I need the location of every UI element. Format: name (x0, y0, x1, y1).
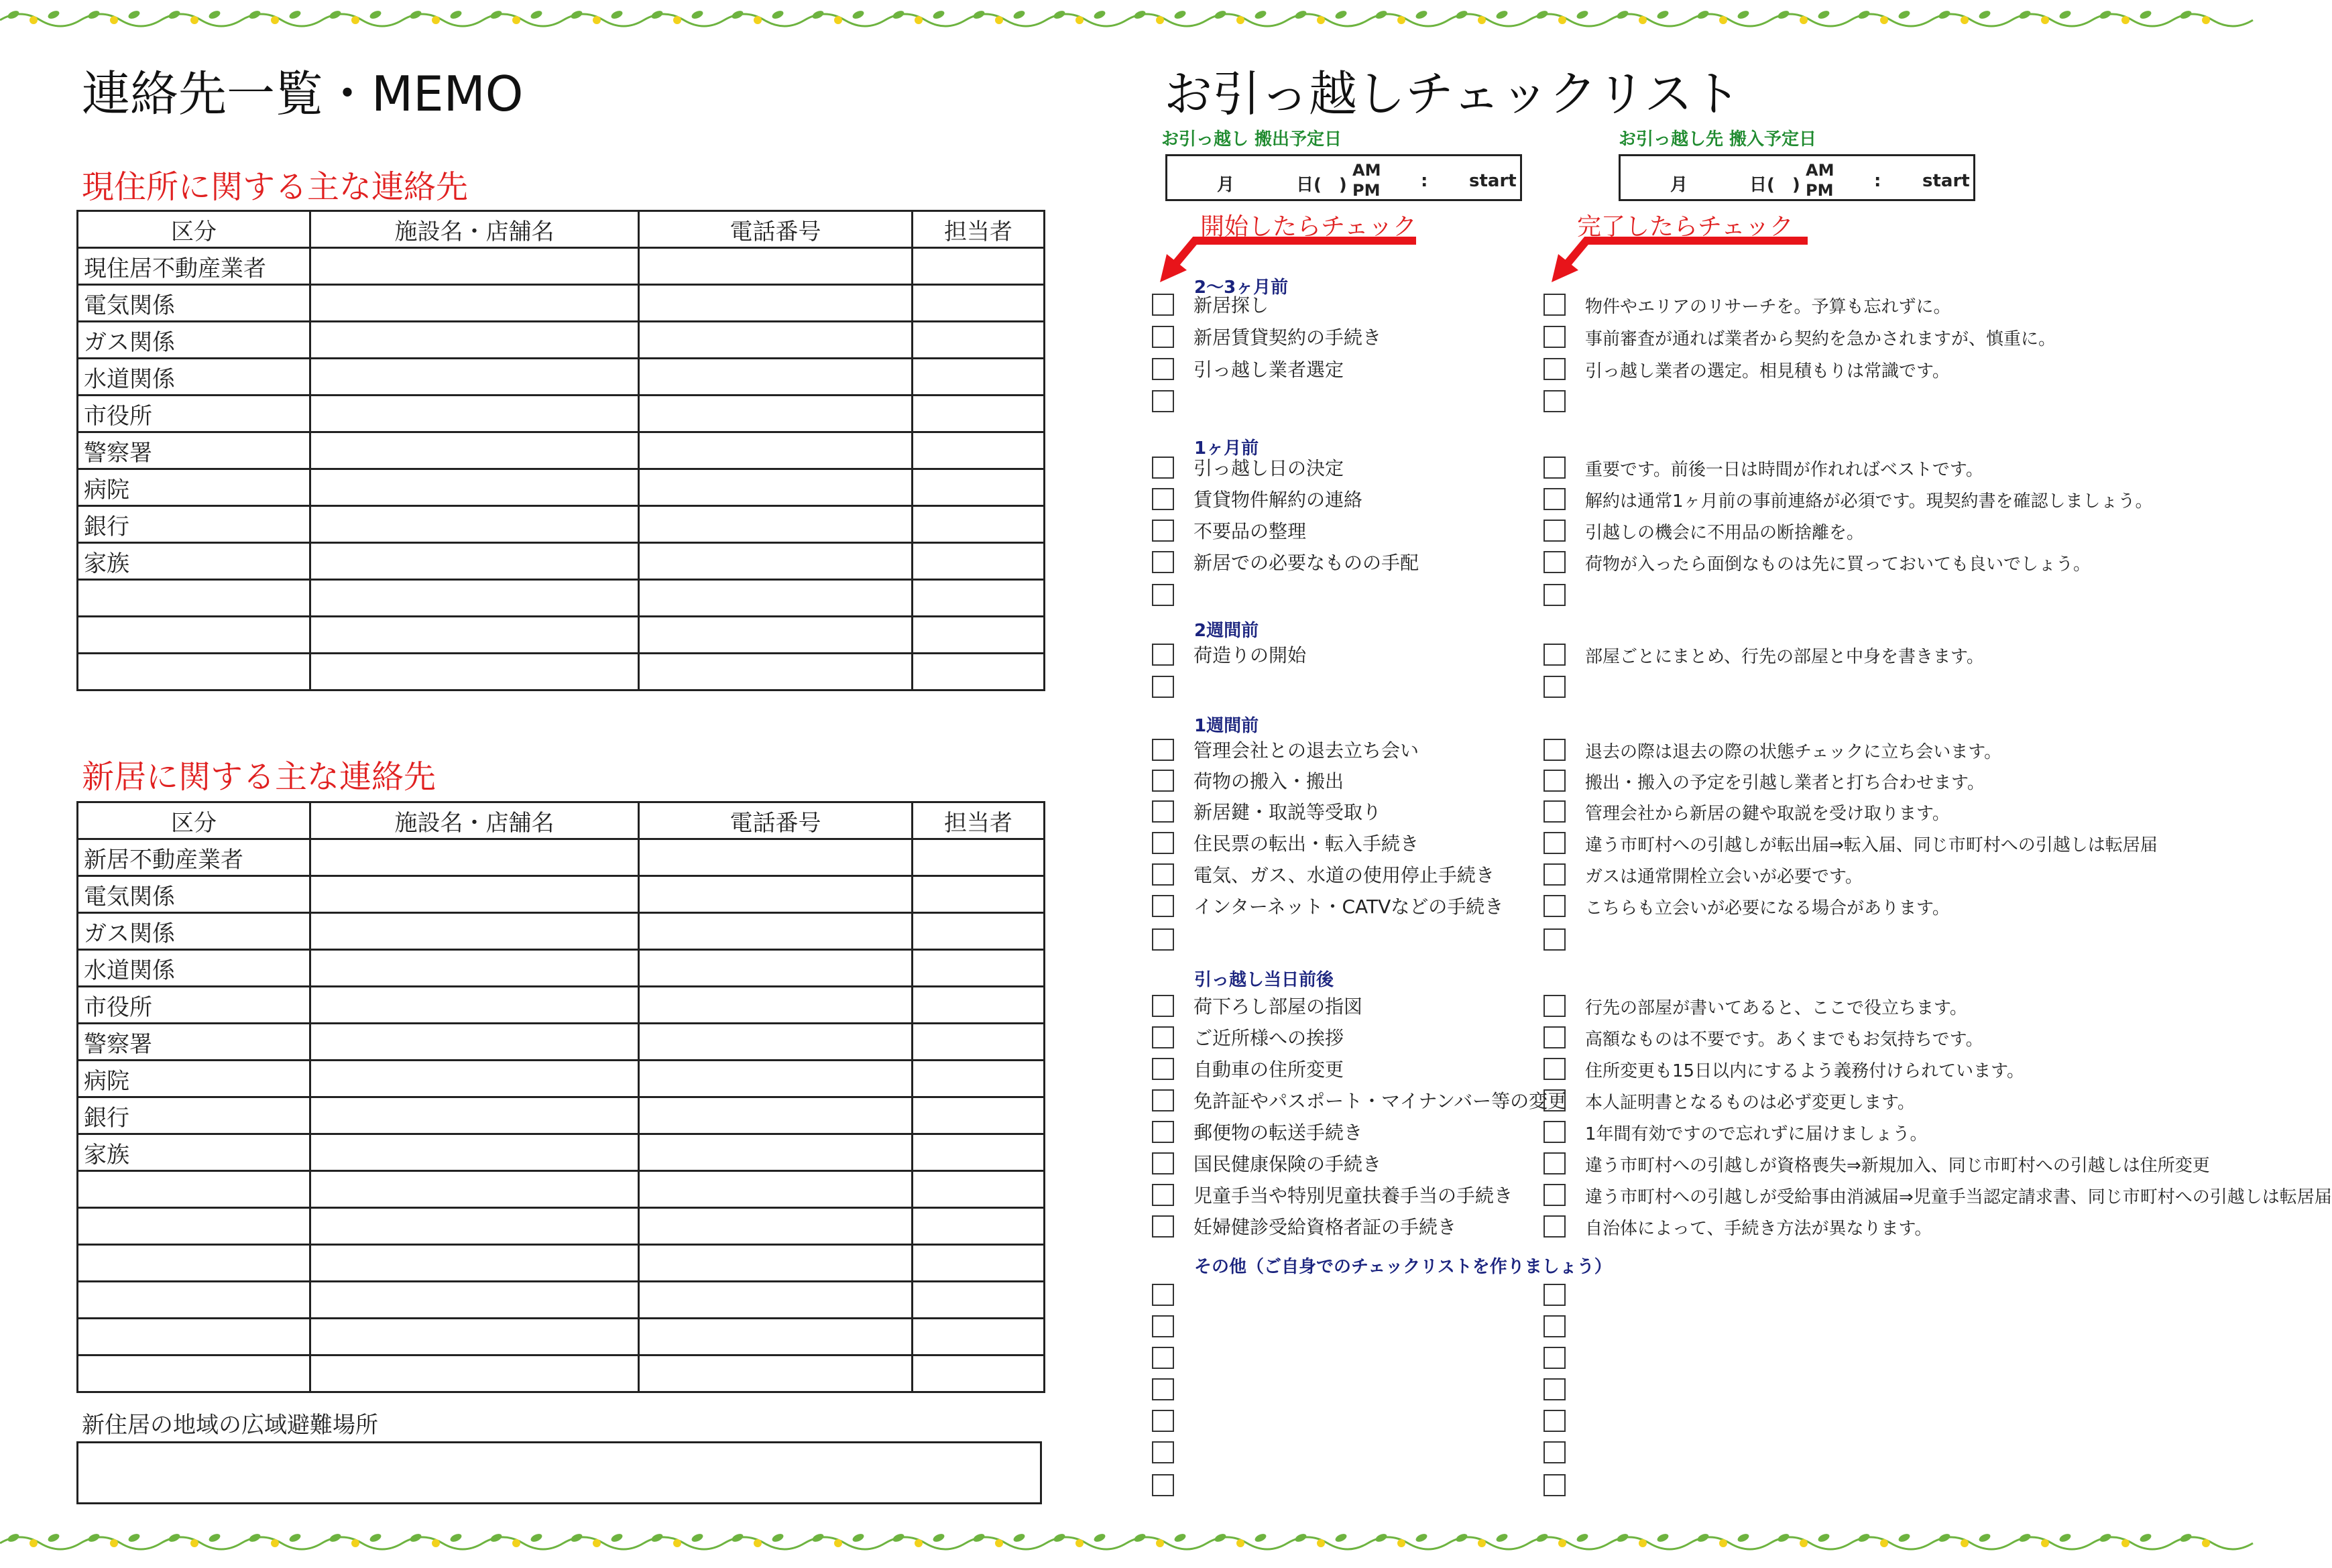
phone-cell[interactable] (639, 506, 913, 543)
done-checkbox[interactable] (1543, 1184, 1566, 1206)
table-row (78, 654, 1045, 690)
task-note: 退去の際は退去の際の状態チェックに立ち会います。 (1585, 742, 2002, 762)
category-cell[interactable]: 水道関係 (78, 359, 310, 396)
start-checkbox[interactable] (1152, 1058, 1174, 1080)
done-checkbox[interactable] (1543, 995, 1566, 1017)
table-row (78, 1171, 1045, 1208)
task-label: 荷下ろし部屋の指図 (1193, 996, 1363, 1018)
table-row (78, 432, 1045, 469)
task-note: 引越しの機会に不用品の断捨離を。 (1585, 523, 1865, 543)
person-cell[interactable] (913, 617, 1045, 654)
task-note: 事前審査が通れば業者から契約を急かされますが、慎重に。 (1585, 329, 2056, 349)
category-cell[interactable]: ガス関係 (78, 322, 310, 359)
phone-cell[interactable] (639, 1245, 913, 1282)
category-cell[interactable]: 警察署 (78, 1024, 310, 1061)
month-unit: 月 (1670, 175, 1688, 195)
person-cell[interactable] (913, 432, 1045, 469)
done-checkbox[interactable] (1543, 1152, 1566, 1174)
facility-cell[interactable] (310, 396, 639, 432)
task-note: 解約は通常1ヶ月前の事前連絡が必須です。現契約書を確認しましょう。 (1585, 491, 2153, 511)
task-note: 住所変更も15日以内にするよう義務付けられています。 (1585, 1061, 2025, 1081)
phone-cell[interactable] (639, 543, 913, 580)
contacts-page-title: 連絡先一覧・MEMO (82, 66, 524, 122)
day-unit: 日( ) (1296, 175, 1347, 195)
done-checkbox[interactable] (1543, 1121, 1566, 1143)
start-checkbox[interactable] (1152, 358, 1174, 380)
person-cell[interactable] (913, 543, 1045, 580)
start-checkbox[interactable] (1152, 1284, 1174, 1306)
phone-cell[interactable] (639, 580, 913, 617)
facility-cell[interactable] (310, 359, 639, 396)
move-in-date-label: お引っ越し先 搬入予定日 (1619, 129, 1817, 149)
start-checkbox[interactable] (1152, 770, 1174, 792)
done-checkbox[interactable] (1543, 676, 1566, 698)
start-checkbox[interactable] (1152, 1152, 1174, 1174)
phone-cell[interactable] (639, 1061, 913, 1097)
table-row (78, 543, 1045, 580)
facility-cell[interactable] (310, 285, 639, 322)
am-label: AM (1806, 161, 1834, 180)
task-note: 違う市町村への引越しが資格喪失⇒新規加入、同じ市町村への引越しは住所変更 (1585, 1156, 2210, 1176)
task-label: 荷造りの開始 (1193, 644, 1307, 666)
start-label: start (1922, 171, 1970, 191)
task-label: 住民票の転出・転入手続き (1193, 833, 1419, 855)
task-label: 引っ越し業者選定 (1193, 359, 1344, 381)
task-note: 自治体によって、手続き方法が異なります。 (1585, 1219, 1932, 1239)
category-cell[interactable]: 電気関係 (78, 285, 310, 322)
table-row (78, 1061, 1045, 1097)
category-heading: 引っ越し当日前後 (1194, 970, 1334, 990)
facility-cell[interactable] (310, 322, 639, 359)
done-checkbox[interactable] (1543, 1284, 1566, 1306)
start-checkbox[interactable] (1152, 584, 1174, 606)
category-cell[interactable]: 病院 (78, 469, 310, 506)
person-cell[interactable] (913, 580, 1045, 617)
phone-cell[interactable] (639, 1171, 913, 1208)
facility-cell[interactable] (310, 1282, 639, 1319)
person-cell[interactable] (913, 839, 1045, 876)
table-row (78, 580, 1045, 617)
done-checkbox[interactable] (1543, 488, 1566, 510)
category-heading: 2週間前 (1194, 621, 1259, 641)
facility-cell[interactable] (310, 876, 639, 913)
phone-cell[interactable] (639, 839, 913, 876)
phone-cell[interactable] (639, 950, 913, 987)
facility-cell[interactable] (310, 913, 639, 950)
start-checkbox[interactable] (1152, 1121, 1174, 1143)
task-note: 違う市町村への引越しが転出届⇒転入届、同じ市町村への引越しは転居届 (1585, 835, 2158, 855)
table-row (78, 396, 1045, 432)
person-cell[interactable] (913, 248, 1045, 285)
phone-cell[interactable] (639, 1097, 913, 1134)
table-row (78, 950, 1045, 987)
done-checkbox[interactable] (1543, 294, 1566, 316)
facility-cell[interactable] (310, 1208, 639, 1245)
table-row (78, 1134, 1045, 1171)
facility-cell[interactable] (310, 654, 639, 690)
phone-cell[interactable] (639, 617, 913, 654)
person-cell[interactable] (913, 1097, 1045, 1134)
phone-cell[interactable] (639, 1024, 913, 1061)
done-check-hint: 完了したらチェック (1577, 213, 1794, 241)
table-row (78, 1319, 1045, 1355)
done-checkbox[interactable] (1543, 358, 1566, 380)
day-unit: 日( ) (1749, 175, 1800, 195)
category-cell[interactable]: 現住居不動産業者 (78, 248, 310, 285)
task-note: 搬出・搬入の予定を引越し業者と打ち合わせます。 (1585, 773, 1985, 793)
task-label: 国民健康保険の手続き (1193, 1153, 1382, 1175)
table-row (78, 876, 1045, 913)
done-checkbox[interactable] (1543, 457, 1566, 479)
category-cell[interactable] (78, 1208, 310, 1245)
task-label: ご近所様への挨拶 (1193, 1027, 1344, 1049)
task-label: 新居鍵・取説等受取り (1193, 801, 1382, 823)
category-cell[interactable]: ガス関係 (78, 913, 310, 950)
person-cell[interactable] (913, 950, 1045, 987)
start-checkbox[interactable] (1152, 390, 1174, 412)
phone-cell[interactable] (639, 359, 913, 396)
done-checkbox[interactable] (1543, 928, 1566, 951)
start-checkbox[interactable] (1152, 1184, 1174, 1206)
table-row (78, 1097, 1045, 1134)
am-label: AM (1352, 161, 1381, 180)
start-checkbox[interactable] (1152, 488, 1174, 510)
start-checkbox[interactable] (1152, 294, 1174, 316)
phone-cell[interactable] (639, 285, 913, 322)
ampm-label (1352, 160, 1381, 200)
start-label: start (1469, 171, 1517, 191)
person-cell[interactable] (913, 1355, 1045, 1392)
done-checkbox[interactable] (1543, 326, 1566, 348)
facility-cell[interactable] (310, 469, 639, 506)
checklist-page (1106, 0, 2332, 1568)
done-checkbox[interactable] (1543, 1215, 1566, 1238)
facility-cell[interactable] (310, 987, 639, 1024)
start-checkbox[interactable] (1152, 1315, 1174, 1337)
category-heading: 1週間前 (1194, 716, 1259, 736)
evacuation-site-field[interactable] (76, 1441, 1042, 1504)
done-checkbox[interactable] (1543, 1026, 1566, 1048)
done-hint-arrow-icon (1546, 231, 1814, 285)
start-checkbox[interactable] (1152, 863, 1174, 886)
time-colon: : (1421, 171, 1428, 191)
col-header-person: 担当者 (913, 211, 1045, 248)
task-note: 管理会社から新居の鍵や取説を受け取ります。 (1585, 804, 1950, 824)
person-cell[interactable] (913, 359, 1045, 396)
ampm-label (1806, 160, 1834, 200)
start-checkbox[interactable] (1152, 1089, 1174, 1111)
person-cell[interactable] (913, 1024, 1045, 1061)
task-note: 重要です。前後一日は時間が作れればベストです。 (1585, 460, 1983, 480)
task-label: 児童手当や特別児童扶養手当の手続き (1193, 1185, 1513, 1207)
month-unit: 月 (1217, 175, 1235, 195)
done-checkbox[interactable] (1543, 895, 1566, 917)
task-label: 妊婦健診受給資格者証の手続き (1193, 1216, 1457, 1238)
start-checkbox[interactable] (1152, 551, 1174, 573)
start-checkbox[interactable] (1152, 1347, 1174, 1369)
phone-cell[interactable] (639, 469, 913, 506)
start-checkbox[interactable] (1152, 895, 1174, 917)
phone-cell[interactable] (639, 1134, 913, 1171)
facility-cell[interactable] (310, 432, 639, 469)
task-label: 自動車の住所変更 (1193, 1059, 1344, 1081)
table-row (78, 469, 1045, 506)
task-label: 新居探し (1193, 294, 1269, 316)
current-contacts-table (76, 210, 1045, 691)
start-checkbox[interactable] (1152, 326, 1174, 348)
new-contacts-table (76, 801, 1045, 1393)
facility-cell[interactable] (310, 506, 639, 543)
table-row (78, 1208, 1045, 1245)
facility-cell[interactable] (310, 543, 639, 580)
task-note: 行先の部屋が書いてあると、ここで役立ちます。 (1585, 998, 1967, 1018)
task-label: 郵便物の転送手続き (1193, 1122, 1363, 1144)
person-cell[interactable] (913, 469, 1045, 506)
category-heading: 2〜3ヶ月前 (1194, 278, 1289, 298)
task-note: こちらも立会いが必要になる場合があります。 (1585, 898, 1950, 918)
task-label: 新居での必要なものの手配 (1193, 552, 1419, 574)
facility-cell[interactable] (310, 1355, 639, 1392)
phone-cell[interactable] (639, 987, 913, 1024)
start-checkbox[interactable] (1152, 928, 1174, 951)
start-checkbox[interactable] (1152, 995, 1174, 1017)
task-label: 賃貸物件解約の連絡 (1193, 489, 1363, 511)
task-label: 管理会社との退去立ち会い (1193, 739, 1419, 762)
task-label: インターネット・CATVなどの手続き (1193, 896, 1504, 918)
table-row (78, 322, 1045, 359)
contacts-page (0, 0, 1106, 1568)
start-checkbox[interactable] (1152, 1215, 1174, 1238)
move-out-date-label: お引っ越し 搬出予定日 (1161, 129, 1342, 149)
person-cell[interactable] (913, 1208, 1045, 1245)
new-contacts-title: 新居に関する主な連絡先 (82, 758, 436, 796)
done-checkbox[interactable] (1543, 520, 1566, 542)
person-cell[interactable] (913, 1134, 1045, 1171)
col-header-phone: 電話番号 (639, 802, 913, 839)
facility-cell[interactable] (310, 1245, 639, 1282)
done-checkbox[interactable] (1543, 1058, 1566, 1080)
start-checkbox[interactable] (1152, 1378, 1174, 1400)
phone-cell[interactable] (639, 1282, 913, 1319)
move-out-date-field[interactable] (1165, 154, 1522, 201)
done-checkbox[interactable] (1543, 1410, 1566, 1432)
done-checkbox[interactable] (1543, 1474, 1566, 1496)
person-cell[interactable] (913, 396, 1045, 432)
category-cell[interactable]: 水道関係 (78, 950, 310, 987)
task-label: 新居賃貸契約の手続き (1193, 326, 1382, 349)
start-checkbox[interactable] (1152, 1026, 1174, 1048)
category-cell[interactable]: 市役所 (78, 396, 310, 432)
pm-label: PM (1806, 181, 1834, 200)
phone-cell[interactable] (639, 248, 913, 285)
task-note: 部屋ごとにまとめ、行先の部屋と中身を書きます。 (1585, 647, 1984, 667)
category-cell[interactable] (78, 654, 310, 690)
pm-label: PM (1352, 181, 1381, 200)
facility-cell[interactable] (310, 1024, 639, 1061)
phone-cell[interactable] (639, 432, 913, 469)
task-note: 高額なものは不要です。あくまでもお気持ちです。 (1585, 1030, 1983, 1050)
phone-cell[interactable] (639, 876, 913, 913)
phone-cell[interactable] (639, 322, 913, 359)
phone-cell[interactable] (639, 654, 913, 690)
done-checkbox[interactable] (1543, 584, 1566, 606)
person-cell[interactable] (913, 876, 1045, 913)
task-note: 荷物が入ったら面倒なものは先に買っておいても良いでしょう。 (1585, 554, 2091, 575)
start-checkbox[interactable] (1152, 739, 1174, 761)
category-heading: 1ヶ月前 (1194, 438, 1259, 459)
task-note: 物件やエリアのリサーチを。予算も忘れずに。 (1585, 297, 1951, 317)
person-cell[interactable] (913, 654, 1045, 690)
category-cell[interactable] (78, 1282, 310, 1319)
done-checkbox[interactable] (1543, 863, 1566, 886)
category-cell[interactable]: 家族 (78, 1134, 310, 1171)
table-row (78, 1024, 1045, 1061)
done-checkbox[interactable] (1543, 644, 1566, 666)
start-checkbox[interactable] (1152, 1410, 1174, 1432)
facility-cell[interactable] (310, 1134, 639, 1171)
task-label: 荷物の搬入・搬出 (1193, 770, 1344, 792)
done-checkbox[interactable] (1543, 800, 1566, 823)
done-checkbox[interactable] (1543, 1378, 1566, 1400)
done-checkbox[interactable] (1543, 739, 1566, 761)
done-checkbox[interactable] (1543, 1441, 1566, 1463)
done-checkbox[interactable] (1543, 551, 1566, 573)
facility-cell[interactable] (310, 1061, 639, 1097)
facility-cell[interactable] (310, 617, 639, 654)
col-header-category: 区分 (78, 802, 310, 839)
category-cell[interactable]: 銀行 (78, 1097, 310, 1134)
category-cell[interactable] (78, 1171, 310, 1208)
col-header-facility: 施設名・店舗名 (310, 802, 639, 839)
start-checkbox[interactable] (1152, 832, 1174, 854)
task-note: 1年間有効ですので忘れずに届けましょう。 (1585, 1124, 1928, 1144)
col-header-category: 区分 (78, 211, 310, 248)
category-cell[interactable] (78, 1319, 310, 1355)
time-colon: : (1874, 171, 1881, 191)
phone-cell[interactable] (639, 1319, 913, 1355)
task-label: 電気、ガス、水道の使用停止手続き (1193, 864, 1495, 886)
category-cell[interactable]: 病院 (78, 1061, 310, 1097)
category-cell[interactable]: 銀行 (78, 506, 310, 543)
task-note: ガスは通常開栓立会いが必要です。 (1585, 867, 1863, 887)
person-cell[interactable] (913, 1171, 1045, 1208)
facility-cell[interactable] (310, 1319, 639, 1355)
start-checkbox[interactable] (1152, 800, 1174, 823)
person-cell[interactable] (913, 322, 1045, 359)
person-cell[interactable] (913, 285, 1045, 322)
facility-cell[interactable] (310, 1171, 639, 1208)
person-cell[interactable] (913, 913, 1045, 950)
start-checkbox[interactable] (1152, 676, 1174, 698)
category-cell[interactable]: 市役所 (78, 987, 310, 1024)
task-note: 引っ越し業者の選定。相見積もりは常識です。 (1585, 361, 1950, 381)
category-cell[interactable]: 警察署 (78, 432, 310, 469)
start-checkbox[interactable] (1152, 457, 1174, 479)
done-checkbox[interactable] (1543, 770, 1566, 792)
facility-cell[interactable] (310, 839, 639, 876)
phone-cell[interactable] (639, 1355, 913, 1392)
task-note: 違う市町村への引越しが受給事由消滅届⇒児童手当認定請求書、同じ市町村への引越しは転居届 (1585, 1187, 2332, 1207)
phone-cell[interactable] (639, 396, 913, 432)
person-cell[interactable] (913, 1061, 1045, 1097)
facility-cell[interactable] (310, 1097, 639, 1134)
start-checkbox[interactable] (1152, 644, 1174, 666)
col-header-person: 担当者 (913, 802, 1045, 839)
category-cell[interactable] (78, 1245, 310, 1282)
phone-cell[interactable] (639, 913, 913, 950)
task-note: 本人証明書となるものは必ず変更します。 (1585, 1093, 1915, 1113)
move-in-date-field[interactable] (1619, 154, 1975, 201)
col-header-facility: 施設名・店舗名 (310, 211, 639, 248)
table-row (78, 1355, 1045, 1392)
person-cell[interactable] (913, 506, 1045, 543)
category-cell[interactable] (78, 1355, 310, 1392)
table-row (78, 285, 1045, 322)
done-checkbox[interactable] (1543, 1347, 1566, 1369)
table-row (78, 248, 1045, 285)
col-header-phone: 電話番号 (639, 211, 913, 248)
facility-cell[interactable] (310, 580, 639, 617)
start-checkbox[interactable] (1152, 1474, 1174, 1496)
table-row (78, 839, 1045, 876)
category-cell[interactable] (78, 617, 310, 654)
table-row (78, 1282, 1045, 1319)
checklist-page-title: お引っ越しチェックリスト (1164, 66, 1741, 122)
table-row (78, 359, 1045, 396)
table-row (78, 506, 1045, 543)
person-cell[interactable] (913, 987, 1045, 1024)
facility-cell[interactable] (310, 950, 639, 987)
evacuation-site-label: 新住居の地域の広域避難場所 (82, 1412, 378, 1439)
current-contacts-title: 現住所に関する主な連絡先 (82, 168, 469, 206)
person-cell[interactable] (913, 1245, 1045, 1282)
facility-cell[interactable] (310, 248, 639, 285)
start-checkbox[interactable] (1152, 520, 1174, 542)
phone-cell[interactable] (639, 1208, 913, 1245)
table-row (78, 617, 1045, 654)
category-heading: その他（ご自身でのチェックリストを作りましょう） (1194, 1257, 1612, 1277)
done-checkbox[interactable] (1543, 390, 1566, 412)
category-cell[interactable]: 新居不動産業者 (78, 839, 310, 876)
category-cell[interactable]: 電気関係 (78, 876, 310, 913)
start-check-hint: 開始したらチェック (1200, 213, 1417, 241)
task-label: 免許証やパスポート・マイナンバー等の変更 (1193, 1090, 1567, 1112)
task-label: 引っ越し日の決定 (1193, 457, 1344, 479)
category-cell[interactable] (78, 580, 310, 617)
table-row (78, 913, 1045, 950)
task-label: 不要品の整理 (1193, 520, 1307, 542)
done-checkbox[interactable] (1543, 832, 1566, 854)
done-checkbox[interactable] (1543, 1315, 1566, 1337)
category-cell[interactable]: 家族 (78, 543, 310, 580)
table-row (78, 1245, 1045, 1282)
person-cell[interactable] (913, 1319, 1045, 1355)
person-cell[interactable] (913, 1282, 1045, 1319)
table-row (78, 987, 1045, 1024)
start-checkbox[interactable] (1152, 1441, 1174, 1463)
